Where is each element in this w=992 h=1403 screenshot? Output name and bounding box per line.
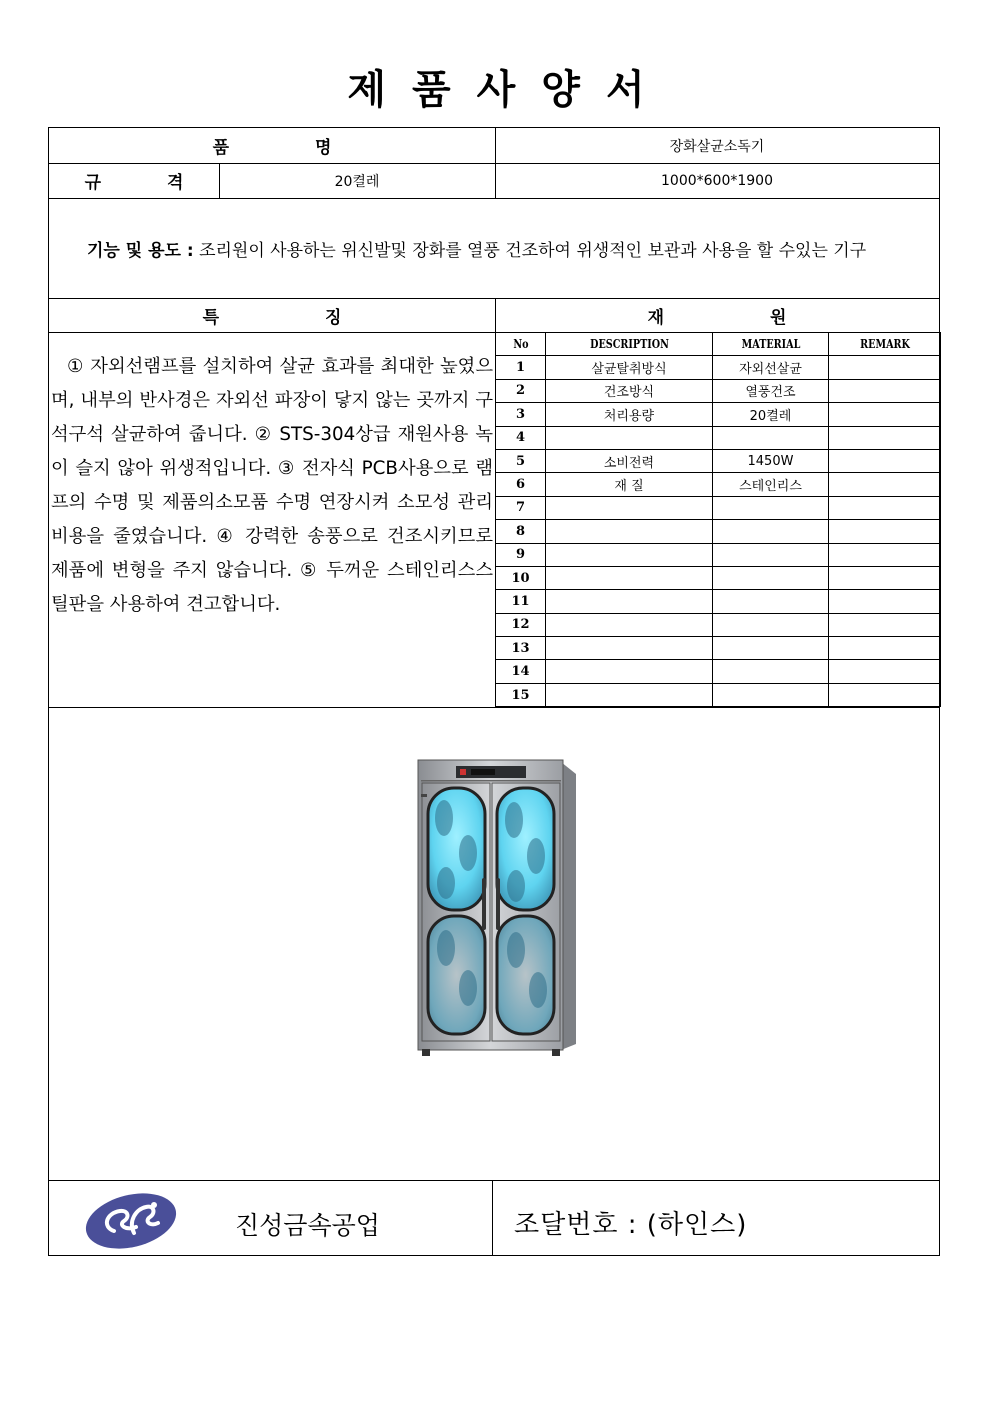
cell-material bbox=[713, 496, 829, 519]
cell-description bbox=[546, 496, 713, 519]
cell-remark bbox=[829, 496, 941, 519]
cell-material: 스테인리스 bbox=[713, 473, 829, 496]
cell-remark bbox=[829, 543, 941, 566]
table-row bbox=[496, 637, 941, 660]
cell-remark bbox=[829, 379, 941, 402]
cell-material: 1450W bbox=[713, 449, 829, 472]
cell-material bbox=[713, 426, 829, 449]
table-row bbox=[496, 543, 941, 566]
cell-remark bbox=[829, 637, 941, 660]
cell-material bbox=[713, 590, 829, 613]
table-row bbox=[496, 520, 941, 543]
cell-remark bbox=[829, 473, 941, 496]
table-row bbox=[496, 379, 941, 402]
cell-material bbox=[713, 660, 829, 683]
cell-remark bbox=[829, 403, 941, 426]
document-title: 제품사양서 bbox=[347, 66, 671, 113]
cell-remark bbox=[829, 660, 941, 683]
cell-description bbox=[546, 613, 713, 636]
cell-no: 4 bbox=[496, 426, 546, 449]
cell-remark bbox=[829, 683, 941, 706]
cell-description bbox=[546, 426, 713, 449]
spec-value: 20켤레 bbox=[334, 173, 380, 190]
cell-description bbox=[546, 590, 713, 613]
cell-remark bbox=[829, 520, 941, 543]
rule bbox=[49, 1180, 939, 1181]
cell-description bbox=[546, 566, 713, 589]
product-image bbox=[416, 758, 578, 1060]
company-logo bbox=[84, 1191, 178, 1255]
spec-sheet bbox=[48, 127, 940, 1256]
cell-material bbox=[713, 683, 829, 706]
cell-no: 7 bbox=[496, 496, 546, 519]
cell-no: 8 bbox=[496, 520, 546, 543]
table-row bbox=[496, 566, 941, 589]
rule bbox=[492, 1180, 493, 1255]
product-name-value: 장화살균소독기 bbox=[669, 138, 765, 155]
cell-material bbox=[713, 566, 829, 589]
table-row bbox=[496, 590, 941, 613]
cell-description bbox=[546, 520, 713, 543]
cell-no: 11 bbox=[496, 590, 546, 613]
cell-material bbox=[713, 543, 829, 566]
cell-description: 소비전력 bbox=[546, 449, 713, 472]
company-name: 진성금속공업 bbox=[235, 1211, 380, 1240]
cell-description: 살균탈취방식 bbox=[546, 356, 713, 379]
cell-no: 14 bbox=[496, 660, 546, 683]
cell-no: 13 bbox=[496, 637, 546, 660]
cell-no: 9 bbox=[496, 543, 546, 566]
features-text: ① 자외선램프를 설치하여 살균 효과를 최대한 높였으며, 내부의 반사경은 자외선 파장이 닿지 않는 곳까지 구석구석 살균하여 줍니다. ② STS-304상급 재원사용 녹이 슬지 않아 위생적입니다. ③ 전자식 PCB사용으로 램프의 수명 및 제품의소모품 수명 연장시켜 소모성 관리비용을 줄였습니다. ④ 강력한 송풍으로 건조시키므로 제품에 변형을 주지 않습니다. ⑤ 두꺼운 스테인리스스틸판을 사용하여 견고합니다. bbox=[51, 356, 493, 615]
cell-no: 12 bbox=[496, 613, 546, 636]
column-header-material: MATERIAL bbox=[724, 333, 817, 356]
table-row bbox=[496, 356, 941, 379]
cell-no: 2 bbox=[496, 379, 546, 402]
cell-no: 3 bbox=[496, 403, 546, 426]
function-text: 조리원이 사용하는 위신발및 장화를 열풍 건조하여 위생적인 보관과 사용을 할 수있는 기구 bbox=[199, 241, 867, 261]
rule bbox=[49, 198, 939, 199]
table-row bbox=[496, 426, 941, 449]
table-row bbox=[496, 473, 941, 496]
cell-material: 자외선살균 bbox=[713, 356, 829, 379]
cell-no: 15 bbox=[496, 683, 546, 706]
table-row bbox=[496, 449, 941, 472]
column-header-remark: REMARK bbox=[840, 333, 930, 356]
cell-no: 5 bbox=[496, 449, 546, 472]
cell-no: 1 bbox=[496, 356, 546, 379]
spec-table bbox=[495, 332, 941, 707]
function-description bbox=[87, 236, 937, 261]
cell-description: 처리용량 bbox=[546, 403, 713, 426]
function-label: 기능 및 용도 : bbox=[87, 241, 194, 261]
table-row bbox=[496, 403, 941, 426]
table-row bbox=[496, 683, 941, 706]
cell-description bbox=[546, 683, 713, 706]
dimension-value: 1000*600*1900 bbox=[661, 172, 773, 189]
table-row bbox=[496, 660, 941, 683]
cell-material bbox=[713, 613, 829, 636]
cell-material: 20켤레 bbox=[713, 403, 829, 426]
cell-description: 건조방식 bbox=[546, 379, 713, 402]
cell-description bbox=[546, 637, 713, 660]
cell-remark bbox=[829, 613, 941, 636]
cell-description: 재 질 bbox=[546, 473, 713, 496]
cell-no: 6 bbox=[496, 473, 546, 496]
cell-description bbox=[546, 543, 713, 566]
features-header: 특 징 bbox=[202, 307, 392, 328]
procurement-number: 조달번호 : (하인스) bbox=[514, 1210, 748, 1240]
table-row bbox=[496, 496, 941, 519]
spec-label: 규 격 bbox=[84, 173, 214, 193]
cell-no: 10 bbox=[496, 566, 546, 589]
cell-remark bbox=[829, 590, 941, 613]
cell-description bbox=[546, 660, 713, 683]
cell-remark bbox=[829, 356, 941, 379]
column-header-description: DESCRIPTION bbox=[562, 333, 696, 356]
cell-material bbox=[713, 520, 829, 543]
specs-header: 재 원 bbox=[647, 307, 837, 328]
cell-material: 열풍건조 bbox=[713, 379, 829, 402]
cell-remark bbox=[829, 566, 941, 589]
cell-remark bbox=[829, 449, 941, 472]
table-row bbox=[496, 613, 941, 636]
table-header-row bbox=[496, 333, 941, 356]
cell-material bbox=[713, 637, 829, 660]
product-name-label: 품 명 bbox=[212, 138, 372, 158]
column-header-no: No bbox=[501, 333, 541, 356]
cell-remark bbox=[829, 426, 941, 449]
